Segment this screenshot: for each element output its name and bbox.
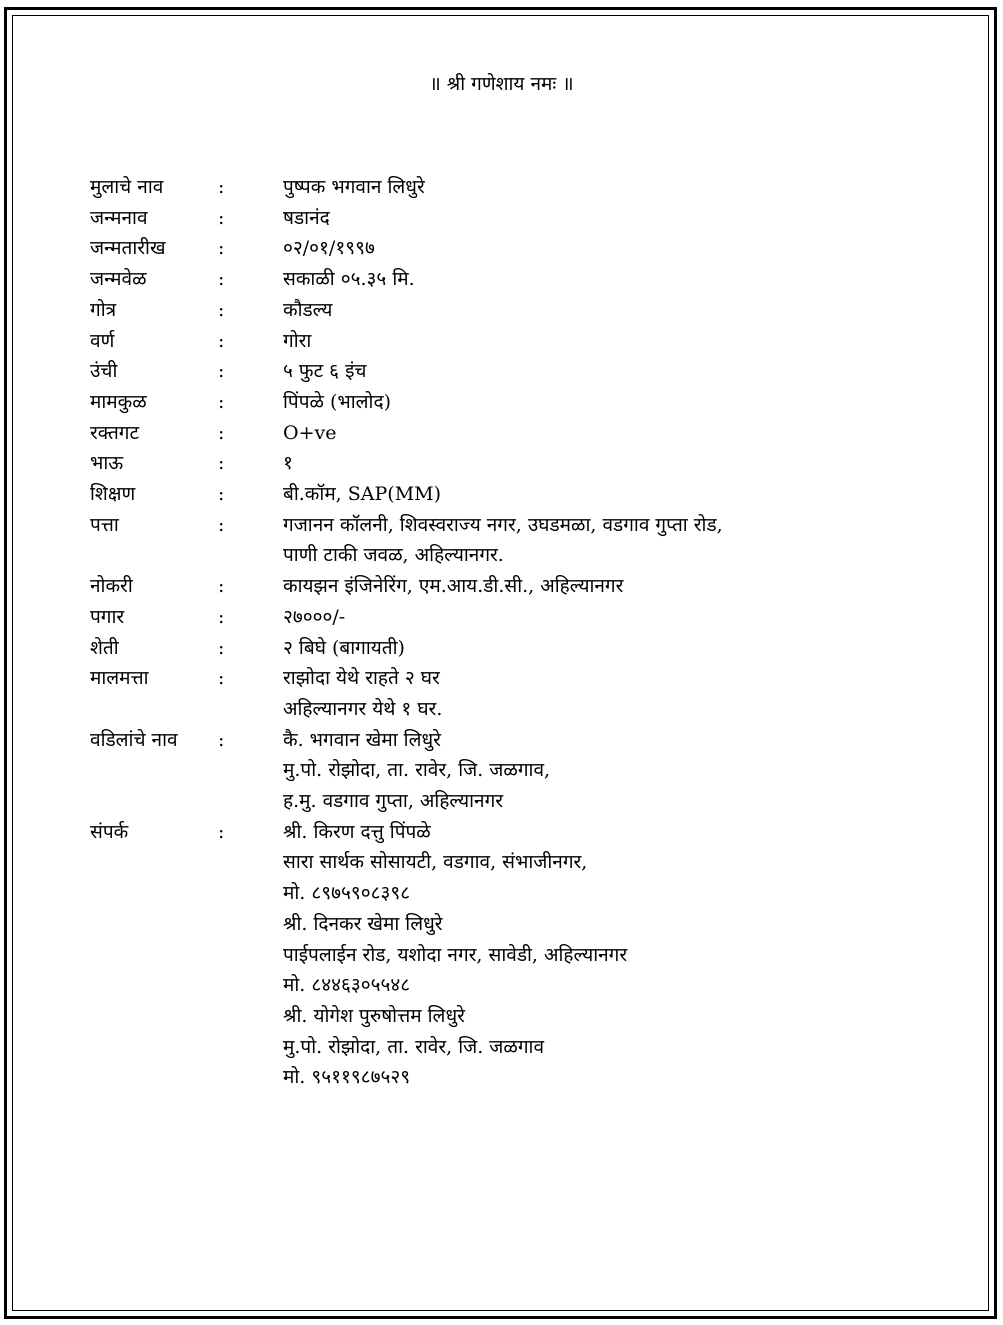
- field-values: [283, 479, 950, 510]
- biodata-row: [90, 387, 950, 418]
- field-value: राझोदा येथे राहते २ घर: [283, 667, 440, 690]
- field-separator: :: [218, 513, 225, 536]
- field-label: पगार: [90, 605, 125, 628]
- field-separator: :: [218, 237, 225, 260]
- biodata-row: [90, 571, 950, 602]
- field-value: ५ फुट ६ इंच: [283, 360, 367, 383]
- field-separator: :: [218, 820, 225, 843]
- field-separator: :: [218, 452, 225, 475]
- field-separator: :: [218, 636, 225, 659]
- field-value: मो. ९५११९८७५२९: [283, 1066, 411, 1089]
- biodata-row: [90, 264, 950, 295]
- field-value: बी.कॉम, SAP(MM): [283, 483, 442, 506]
- field-separator: :: [218, 176, 225, 198]
- field-label: मालमत्ता: [90, 667, 149, 690]
- field-values: [283, 418, 950, 449]
- field-value: सारा सार्थक सोसायटी, वडगाव, संभाजीनगर,: [283, 851, 588, 874]
- field-values: [283, 725, 950, 817]
- field-value: मु.पो. रोझोदा, ता. रावेर, जि. जळगाव: [283, 1035, 545, 1058]
- biodata-row: [90, 510, 950, 571]
- field-separator: :: [218, 268, 225, 291]
- biodata-row: [90, 233, 950, 264]
- field-values: [283, 448, 950, 479]
- field-label: मामकुळ: [90, 390, 147, 413]
- field-label: शेती: [90, 636, 119, 659]
- biodata-row: [90, 448, 950, 479]
- field-separator: :: [218, 298, 225, 321]
- field-values: [283, 203, 950, 234]
- biodata-row: [90, 602, 950, 633]
- biodata-row: [90, 418, 950, 449]
- field-value: सकाळी ०५.३५ मि.: [283, 268, 415, 291]
- biodata-row: [90, 172, 950, 203]
- field-values: [283, 510, 950, 571]
- field-values: [283, 295, 950, 326]
- field-value: मो. ८४४६३०५५४८: [283, 974, 411, 997]
- biodata-row: [90, 633, 950, 664]
- field-value: षडानंद: [283, 206, 330, 229]
- field-separator: :: [218, 360, 225, 383]
- field-value: कायझन इंजिनेरिंग, एम.आय.डी.सी., अहिल्यानगर: [283, 575, 624, 598]
- field-values: [283, 602, 950, 633]
- field-values: [283, 387, 950, 418]
- field-value: गजानन कॉलनी, शिवस्वराज्य नगर, उघडमळा, वडगाव गुप्ता रोड,: [283, 513, 723, 536]
- field-value: कै. भगवान खेमा लिधुरे: [283, 728, 441, 751]
- field-value: मु.पो. रोझोदा, ता. रावेर, जि. जळगाव,: [283, 759, 551, 782]
- biodata-row: [90, 356, 950, 387]
- field-separator: :: [218, 575, 225, 598]
- field-value: पाणी टाकी जवळ, अहिल्यानगर.: [283, 544, 504, 567]
- field-label: भाऊ: [90, 452, 124, 475]
- field-label: गोत्र: [90, 298, 117, 321]
- field-value: अहिल्यानगर येथे १ घर.: [283, 697, 443, 720]
- field-separator: :: [218, 329, 225, 352]
- biodata-row: [90, 326, 950, 357]
- field-separator: :: [218, 728, 225, 751]
- field-values: [283, 326, 950, 357]
- field-value: O+ve: [283, 421, 337, 444]
- field-label: मुलाचे नाव: [90, 176, 164, 198]
- field-label: उंची: [90, 360, 118, 383]
- field-value: श्री. योगेश पुरुषोत्तम लिधुरे: [283, 1004, 465, 1027]
- field-separator: :: [218, 667, 225, 690]
- field-value: ०२/०१/१९९७: [283, 237, 375, 260]
- field-value: २७०००/-: [283, 605, 346, 628]
- biodata-list: [90, 172, 950, 1093]
- field-values: [283, 663, 950, 724]
- biodata-row: [90, 725, 950, 817]
- field-value: पाईपलाईन रोड, यशोदा नगर, सावेडी, अहिल्यानगर: [283, 943, 628, 966]
- field-separator: :: [218, 206, 225, 229]
- biodata-row: [90, 479, 950, 510]
- field-values: [283, 356, 950, 387]
- biodata-row: [90, 663, 950, 724]
- biodata-row: [90, 817, 950, 1093]
- field-label: संपर्क: [90, 820, 129, 843]
- field-label: जन्मवेळ: [90, 268, 147, 291]
- field-values: [283, 172, 950, 203]
- field-value: श्री. किरण दत्तु पिंपळे: [283, 820, 431, 843]
- field-values: [283, 633, 950, 664]
- biodata-row: [90, 295, 950, 326]
- field-separator: :: [218, 605, 225, 628]
- field-label: नोकरी: [90, 575, 133, 598]
- field-value: श्री. दिनकर खेमा लिधुरे: [283, 912, 443, 935]
- field-values: [283, 264, 950, 295]
- field-value: ह.मु. वडगाव गुप्ता, अहिल्यानगर: [283, 790, 504, 813]
- field-value: पुष्पक भगवान लिधुरे: [283, 176, 425, 198]
- field-label: जन्मतारीख: [90, 237, 166, 260]
- field-values: [283, 571, 950, 602]
- field-values: [283, 817, 950, 1093]
- field-label: रक्तगट: [90, 421, 140, 444]
- field-value: १: [283, 452, 293, 475]
- field-value: २ बिघे (बागायती): [283, 636, 405, 659]
- field-label: वडिलांचे नाव: [90, 728, 178, 751]
- field-value: कौडल्य: [283, 298, 333, 321]
- invocation-heading: ॥ श्री गणेशाय नमः ॥: [429, 73, 574, 95]
- field-separator: :: [218, 421, 225, 444]
- field-label: पत्ता: [90, 513, 119, 536]
- field-label: वर्ण: [90, 329, 115, 352]
- field-label: जन्मनाव: [90, 206, 148, 229]
- field-value: मो. ८९७५९०८३९८: [283, 882, 411, 905]
- field-values: [283, 233, 950, 264]
- field-separator: :: [218, 483, 225, 506]
- field-separator: :: [218, 390, 225, 413]
- field-value: गोरा: [283, 329, 312, 352]
- field-value: पिंपळे (भालोद): [283, 390, 391, 413]
- field-label: शिक्षण: [90, 483, 136, 506]
- biodata-row: [90, 203, 950, 234]
